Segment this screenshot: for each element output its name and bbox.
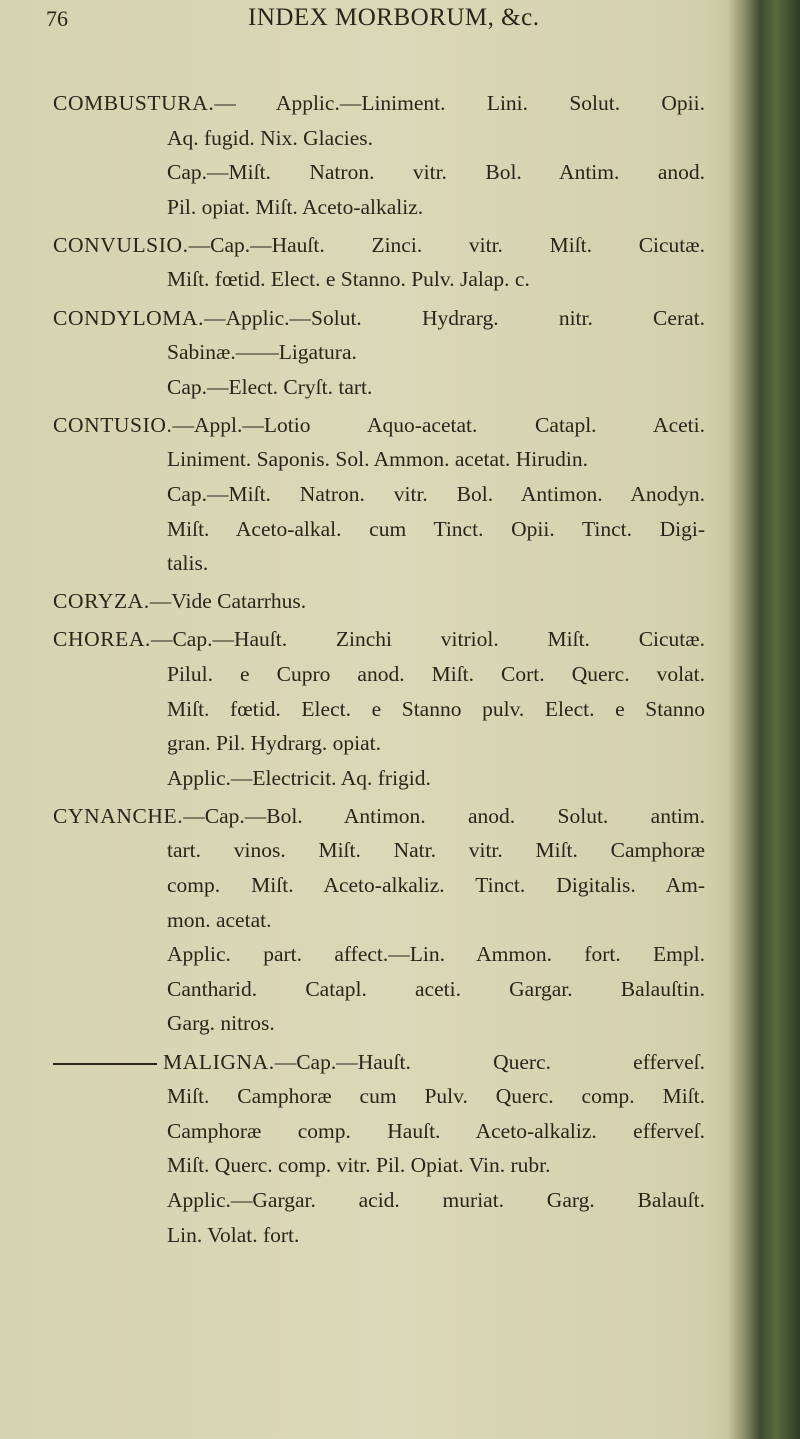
entry-line [167, 833, 705, 868]
entry-text: Pilul. e Cupro anod. Miſt. Cort. Querc. volat. [167, 662, 705, 686]
entry-text: —Cap.—Hauſt. Querc. efferveſ. [274, 1049, 705, 1074]
index-entry [53, 584, 705, 619]
entry-term: CYNANCHE. [53, 803, 184, 828]
entry-text: Miſt. fœtid. Elect. e Stanno. Pulv. Jalap. c. [167, 267, 530, 292]
entry-text: Sabinæ.——Ligatura. [167, 340, 357, 365]
entry-text: Camphoræ comp. Hauſt. Aceto-alkaliz. efferveſ. [167, 1118, 705, 1143]
entry-line [167, 1114, 705, 1149]
entry-head-line [53, 228, 705, 263]
entry-line [167, 442, 705, 477]
running-header [0, 0, 740, 40]
entry-text: Garg. nitros. [167, 1011, 275, 1036]
entry-line [167, 868, 705, 903]
entry-line [167, 155, 705, 190]
entry-line [167, 657, 705, 692]
index-entry [53, 228, 705, 297]
entry-text: —Cap.—Hauſt. Zinci. vitr. Miſt. Cicutæ. [188, 232, 705, 257]
entry-text: Cantharid. Catapl. aceti. Gargar. Balauſtin. [167, 976, 705, 1001]
entry-line [167, 692, 705, 727]
entry-head-line [53, 408, 705, 443]
entry-text: comp. Miſt. Aceto-alkaliz. Tinct. Digitalis. Am- [167, 873, 705, 898]
entry-line [167, 1006, 705, 1041]
entry-line [167, 761, 705, 796]
entry-text: Miſt. Camphoræ cum Pulv. Querc. comp. Miſt. [167, 1084, 705, 1109]
entry-line [167, 1218, 705, 1253]
entry-text: Miſt. Querc. comp. vitr. Pil. Opiat. Vin. rubr. [167, 1153, 551, 1178]
index-entry [53, 1045, 705, 1253]
entry-text: tart. vinos. Miſt. Natr. vitr. Miſt. Camphoræ [167, 838, 705, 863]
entry-line [167, 335, 705, 370]
index-entry [53, 408, 705, 581]
entry-line [167, 262, 705, 297]
index-entry [53, 799, 705, 1041]
entry-head-line [53, 301, 705, 336]
entry-term: MALIGNA. [163, 1049, 275, 1074]
entry-line [167, 121, 705, 156]
entry-text: — Applic.—Liniment. Lini. Solut. Opii. [214, 91, 705, 115]
entry-text: Miſt. Aceto-alkal. cum Tinct. Opii. Tinct. Digi- [167, 516, 705, 541]
entry-term: CONDYLOMA. [53, 305, 205, 330]
index-entry [53, 622, 705, 795]
running-title: INDEX MORBORUM, &c. [248, 4, 540, 31]
entry-text: Miſt. fœtid. Elect. e Stanno pulv. Elect. e Stanno [167, 696, 705, 721]
entry-line [167, 370, 705, 405]
entry-text: —Cap.—Hauſt. Zinchi vitriol. Miſt. Cicutæ. [150, 627, 705, 652]
entry-text: mon. acetat. [167, 907, 272, 932]
entry-line [167, 1148, 705, 1183]
entry-term: CORYZA. [53, 589, 150, 614]
entry-line [167, 903, 705, 938]
entry-head-line [53, 799, 705, 834]
entry-text: Applic.—Electricit. Aq. frigid. [167, 765, 431, 790]
entry-text: Cap.—Elect. Cryſt. tart. [167, 374, 373, 399]
entry-line [167, 972, 705, 1007]
entry-line [167, 726, 705, 761]
page-number: 76 [46, 6, 68, 31]
entry-text: Cap.—Miſt. Natron. vitr. Bol. Antimon. Anodyn. [167, 482, 705, 507]
entry-head-line [53, 1045, 705, 1080]
entry-term: CONVULSIO. [53, 232, 189, 257]
entry-line [167, 937, 705, 972]
entry-head-line [53, 86, 705, 121]
entry-line [167, 477, 705, 512]
entry-text: Liniment. Saponis. Sol. Ammon. acetat. Hirudin. [167, 447, 589, 472]
entry-term: CHOREA. [53, 627, 151, 652]
entry-text: —Cap.—Bol. Antimon. anod. Solut. antim. [183, 803, 705, 828]
entry-text: —Appl.—Lotio Aquo-acetat. Catapl. Aceti. [172, 412, 705, 437]
entry-term: CONTUSIO. [53, 412, 173, 437]
ditto-rule [53, 1063, 157, 1065]
entry-head-line [53, 584, 705, 619]
index-body [53, 86, 705, 1256]
index-entry [53, 86, 705, 224]
entry-line [167, 512, 705, 547]
index-entry [53, 301, 705, 405]
entry-line [167, 190, 705, 225]
entry-line [167, 546, 705, 581]
entry-text: gran. Pil. Hydrarg. opiat. [167, 731, 381, 756]
entry-text: Pil. opiat. Miſt. Aceto-alkaliz. [167, 194, 424, 219]
entry-text: Cap.—Miſt. Natron. vitr. Bol. Antim. anod. [167, 160, 705, 185]
entry-head-line [53, 622, 705, 657]
entry-text: Lin. Volat. fort. [167, 1222, 300, 1247]
entry-text: Applic.—Gargar. acid. muriat. Garg. Balauſt. [167, 1187, 705, 1212]
entry-text: Applic. part. affect.—Lin. Ammon. fort. Empl. [167, 942, 705, 967]
entry-text: —Applic.—Solut. Hydrarg. nitr. Cerat. [204, 305, 705, 330]
entry-text: talis. [167, 551, 209, 576]
entry-term: COMBUSTURA. [53, 91, 215, 115]
entry-line [167, 1183, 705, 1218]
entry-text: Aq. fugid. Nix. Glacies. [167, 125, 374, 150]
entry-line [167, 1079, 705, 1114]
entry-text: —Vide Catarrhus. [149, 589, 307, 614]
